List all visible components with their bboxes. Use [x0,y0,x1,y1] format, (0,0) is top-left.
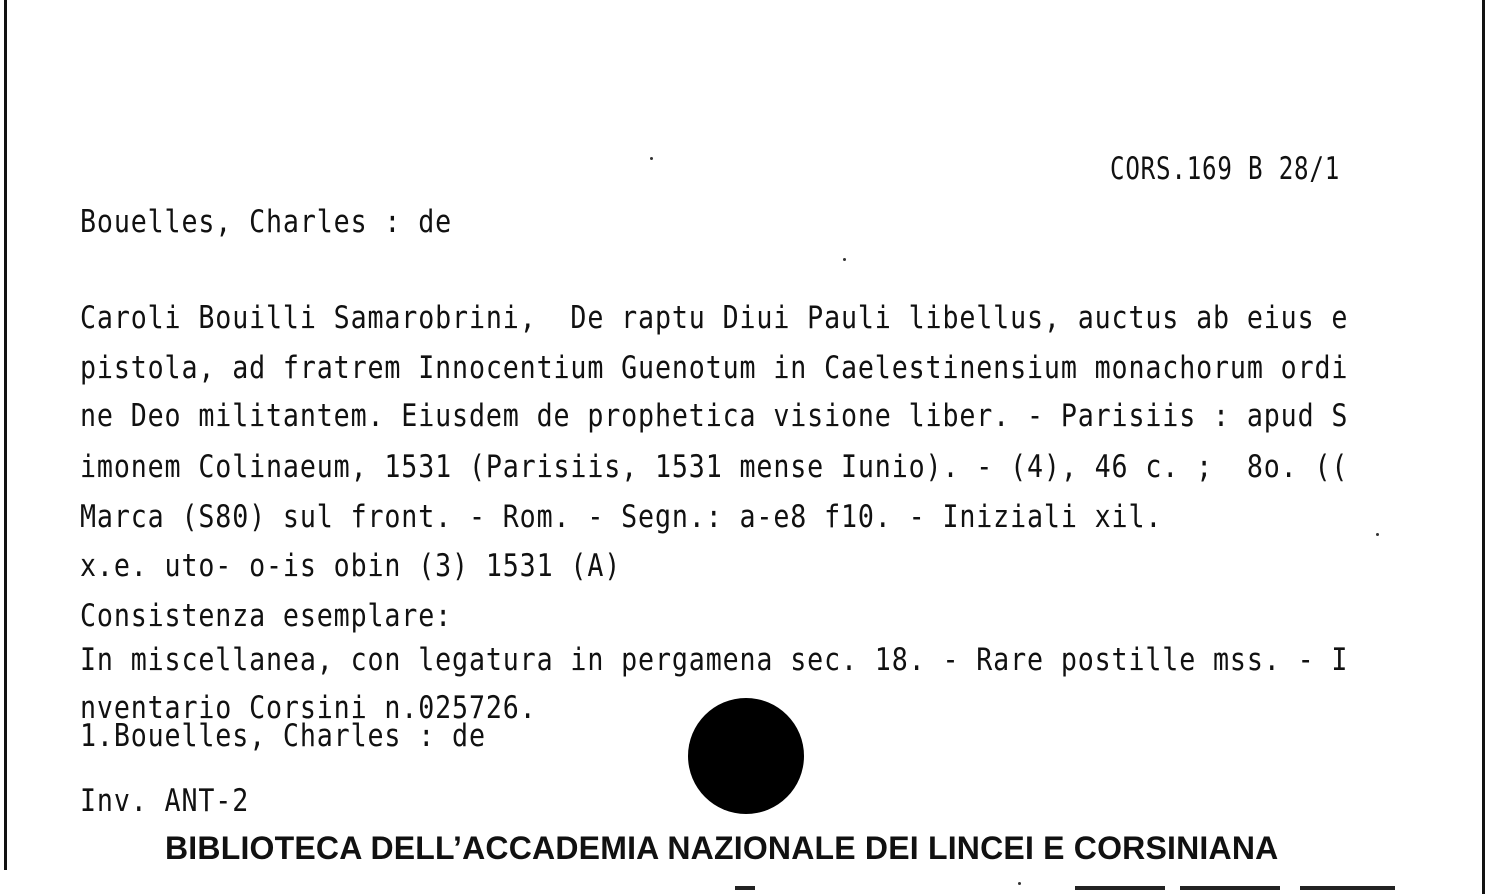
description-line: Marca (S80) sul front. - Rom. - Segn.: a-e8 f10. - Iniziali xil. [80,499,1163,535]
card-left-edge [4,0,7,870]
author-heading: Bouelles, Charles : de [80,204,453,240]
punch-hole [688,698,804,814]
inventory-number: Inv. ANT-2 [80,783,250,819]
scan-speck [650,157,653,160]
scan-artifact [1300,886,1395,890]
library-footer: BIBLIOTECA DELL’ACCADEMIA NAZIONALE DEI LINCEI E CORSINIANA [165,830,1279,866]
copy-details-label: Consistenza esemplare: [80,598,453,634]
description-line: imonem Colinaeum, 1531 (Parisiis, 1531 mense Iunio). - (4), 46 c. ; 8o. (( [80,449,1349,485]
scan-artifact [1180,886,1280,890]
added-entry-line: 1.Bouelles, Charles : de [80,718,486,754]
description-line: pistola, ad fratrem Innocentium Guenotum in Caelestinensium monachorum ordi [80,350,1349,386]
copy-details-line: In miscellanea, con legatura in pergamena sec. 18. - Rare postille mss. - I [80,642,1349,678]
fingerprint-line: x.e. uto- o-is obin (3) 1531 (A) [80,548,622,584]
copy-details-line: nventario Corsini n.025726. [80,690,537,726]
description-line: Caroli Bouilli Samarobrini, De raptu Diui Pauli libellus, auctus ab eius e [80,300,1349,336]
scan-artifact [1075,886,1165,890]
scan-speck [1376,533,1379,536]
shelfmark: CORS.169 B 28/1 [1110,151,1341,187]
scan-artifact [735,886,755,890]
description-line: ne Deo militantem. Eiusdem de prophetica visione liber. - Parisiis : apud S [80,398,1349,434]
scan-speck [843,258,846,261]
scan-speck [1018,882,1021,885]
card-right-edge [1482,0,1485,894]
